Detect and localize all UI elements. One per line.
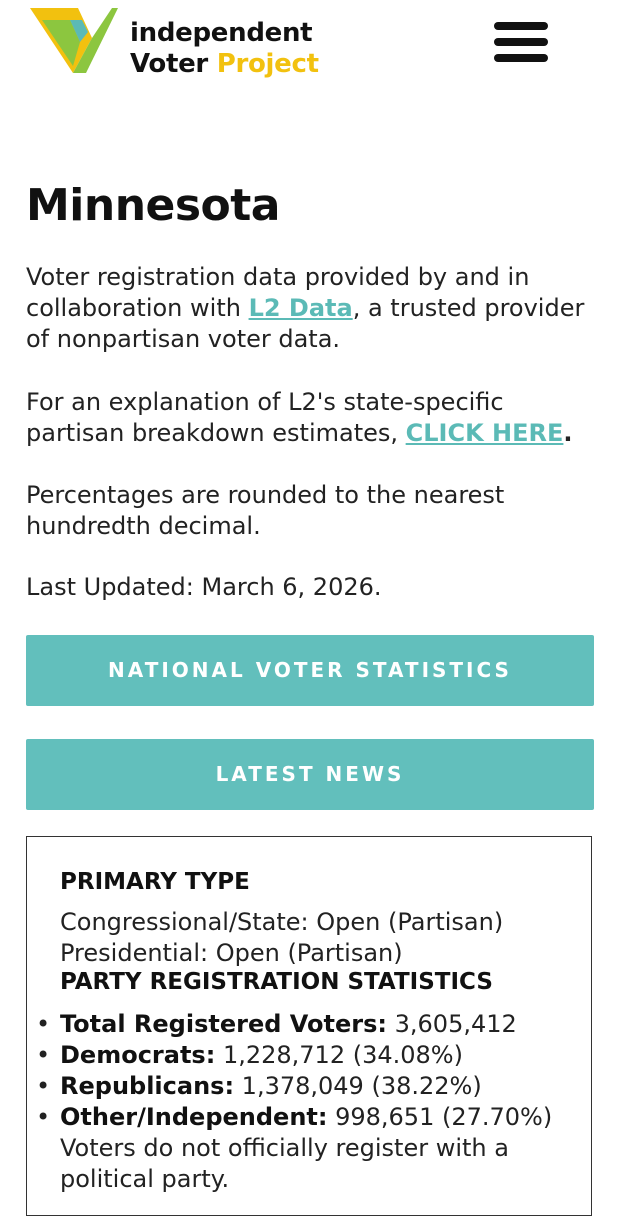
primary-type-congressional: Congressional/State: Open (Partisan) [60, 908, 504, 936]
logo-line-voter-project [130, 49, 319, 80]
explanation-paragraph [26, 387, 596, 449]
state-info-box [26, 836, 592, 1216]
stat-note: Voters do not officially register with a political party. [60, 1134, 509, 1193]
p2-text-before: For an explanation of L2's state-specific partisan breakdown estimates, [26, 388, 504, 447]
logo-voter-word: Voter [130, 49, 208, 79]
bullet-icon: • [36, 1072, 51, 1100]
logo-wordmark [130, 18, 319, 80]
l2-data-link[interactable]: L2 Data [248, 294, 353, 322]
stat-label: Other/Independent: [60, 1103, 328, 1131]
hamburger-menu-icon[interactable] [494, 22, 548, 64]
stat-label: Democrats: [60, 1041, 216, 1069]
logo[interactable] [30, 8, 320, 83]
list-item [36, 1040, 580, 1071]
stat-value: 998,651 (27.70%) [327, 1103, 553, 1131]
data-source-paragraph [26, 262, 596, 355]
bullet-icon: • [36, 1103, 51, 1131]
stat-value: 1,378,049 (38.22%) [234, 1072, 482, 1100]
logo-v-mark-icon [30, 8, 120, 78]
bullet-icon: • [36, 1010, 51, 1038]
list-item [36, 1071, 580, 1102]
p1-text-before: Voter registration data provided by and in collaboration with [26, 263, 530, 322]
primary-type-presidential: Presidential: Open (Partisan) [60, 939, 403, 967]
stat-value: 1,228,712 (34.08%) [215, 1041, 463, 1069]
stat-label: Total Registered Voters: [60, 1010, 387, 1038]
primary-type-heading: PRIMARY TYPE [60, 869, 250, 895]
menu-bar [494, 22, 548, 30]
page-title: Minnesota [26, 180, 280, 231]
party-registration-heading: PARTY REGISTRATION STATISTICS [60, 969, 493, 995]
rounding-note: Percentages are rounded to the nearest hundredth decimal. [26, 481, 505, 540]
list-item [36, 1009, 580, 1040]
click-here-link[interactable]: CLICK HERE [405, 419, 564, 447]
menu-bar [494, 38, 548, 46]
stat-value: 3,605,412 [387, 1010, 517, 1038]
stat-label: Republicans: [60, 1072, 235, 1100]
site-header [0, 0, 618, 100]
latest-news-button[interactable]: LATEST NEWS [26, 739, 594, 810]
logo-line-independent: independent [130, 18, 313, 48]
last-updated: Last Updated: March 6, 2026. [26, 573, 382, 601]
registration-stats-list [36, 1009, 580, 1195]
logo-project-word: Project [216, 49, 319, 79]
bullet-icon: • [36, 1041, 51, 1069]
menu-bar [494, 54, 548, 62]
p2-text-after: . [563, 419, 573, 447]
national-voter-statistics-button[interactable]: NATIONAL VOTER STATISTICS [26, 635, 594, 706]
p1-text-after: , a trusted provider of nonpartisan voter data. [26, 294, 585, 353]
list-item [36, 1102, 580, 1195]
